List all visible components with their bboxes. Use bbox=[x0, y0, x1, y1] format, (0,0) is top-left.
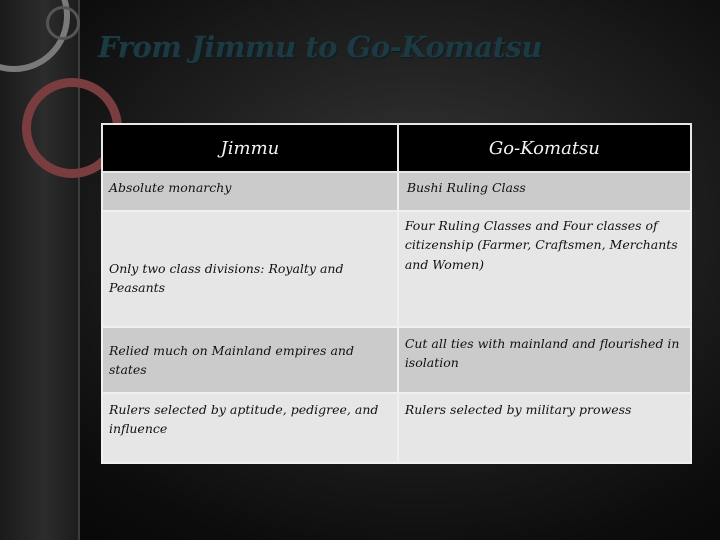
table-row bbox=[102, 393, 691, 463]
table-cell: Relied much on Mainland empires and states bbox=[102, 327, 398, 393]
header-jimmu: Jimmu bbox=[102, 124, 398, 172]
table-header-row bbox=[102, 124, 691, 172]
table-cell: Cut all ties with mainland and flourished in isolation bbox=[398, 327, 691, 393]
table-row bbox=[102, 211, 691, 327]
slide-title: From Jimmu to Go-Komatsu bbox=[98, 30, 542, 64]
table-cell: Only two class divisions: Royalty and Peasants bbox=[102, 211, 398, 327]
table-cell: Rulers selected by military prowess bbox=[398, 393, 691, 463]
table-cell: Bushi Ruling Class bbox=[398, 172, 691, 211]
table-cell: Absolute monarchy bbox=[102, 172, 398, 211]
comparison-table bbox=[101, 123, 692, 464]
table-row bbox=[102, 327, 691, 393]
table-cell: Four Ruling Classes and Four classes of citizenship (Farmer, Craftsmen, Merchants and Women) bbox=[398, 211, 691, 327]
table-row bbox=[102, 172, 691, 211]
decorative-ring-small-icon bbox=[46, 6, 80, 40]
table-cell: Rulers selected by aptitude, pedigree, and influence bbox=[102, 393, 398, 463]
header-go-komatsu: Go-Komatsu bbox=[398, 124, 691, 172]
